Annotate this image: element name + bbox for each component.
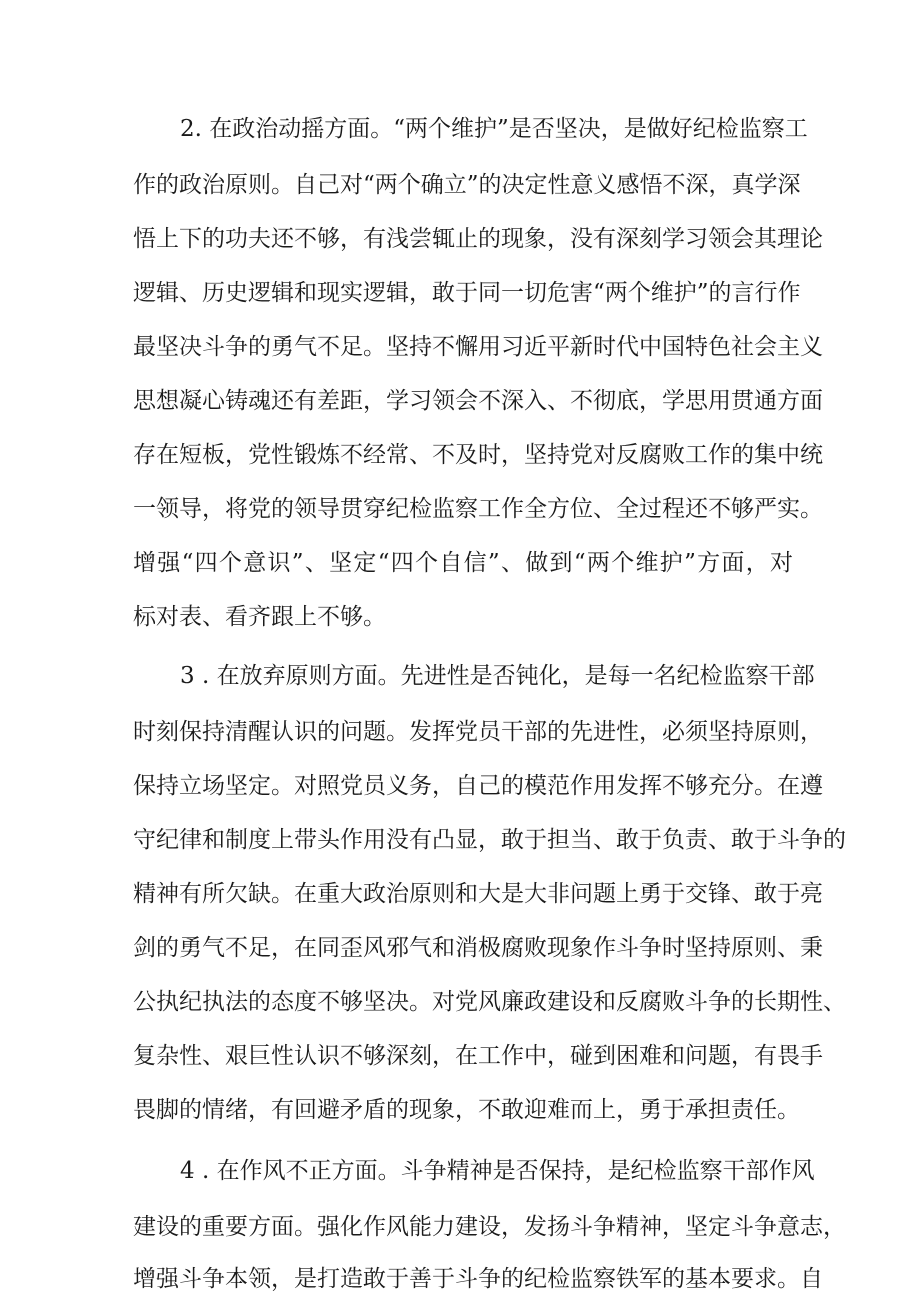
paragraph-3-line: 时刻保持清醒认识的问题。发挥党员干部的先进性，必须坚持原则， xyxy=(133,719,823,745)
paragraph-3-line: 剑的勇气不足，在同歪风邪气和消极腐败现象作斗争时坚持原则、秉 xyxy=(133,935,823,961)
paragraph-3-line: 保持立场坚定。对照党员义务，自己的模范作用发挥不够充分。在遵 xyxy=(133,773,823,799)
paragraph-4-line: 增强斗争本领，是打造敢于善于斗争的纪检监察铁军的基本要求。自 xyxy=(133,1266,823,1292)
paragraph-3-line: 3 . 在放弃原则方面。先进性是否钝化，是每一名纪检监察干部 xyxy=(180,663,815,689)
paragraph-4-line: 4 . 在作风不正方面。斗争精神是否保持，是纪检监察干部作风 xyxy=(180,1158,815,1184)
paragraph-2-line: 悟上下的功夫还不够，有浅尝辄止的现象，没有深刻学习领会其理论 xyxy=(133,226,823,252)
paragraph-4-line: 建设的重要方面。强化作风能力建设，发扬斗争精神，坚定斗争意志， xyxy=(133,1214,846,1240)
paragraph-2-line: 存在短板，党性锻炼不经常、不及时，坚持党对反腐败工作的集中统 xyxy=(133,442,823,468)
paragraph-3-line: 公执纪执法的态度不够坚决。对党风廉政建设和反腐败斗争的长期性、 xyxy=(133,989,846,1015)
paragraph-3-line: 守纪律和制度上带头作用没有凸显，敢于担当、敢于负责、敢于斗争的 xyxy=(133,827,846,853)
paragraph-2-line: 增强“四个意识”、坚定“四个自信”、做到“两个维护”方面，对 xyxy=(133,550,793,576)
paragraph-3-line: 精神有所欠缺。在重大政治原则和大是大非问题上勇于交锋、敢于亮 xyxy=(133,881,823,907)
paragraph-3-line: 复杂性、艰巨性认识不够深刻，在工作中，碰到困难和问题，有畏手 xyxy=(133,1043,823,1069)
paragraph-2-line: 2. 在政治动摇方面。“两个维护”是否坚决，是做好纪检监察工 xyxy=(180,116,808,142)
paragraph-2-line: 标对表、看齐跟上不够。 xyxy=(133,604,386,630)
paragraph-2-line: 最坚决斗争的勇气不足。坚持不懈用习近平新时代中国特色社会主义 xyxy=(133,334,823,360)
paragraph-2-line: 作的政治原则。自己对“两个确立”的决定性意义感悟不深，真学深 xyxy=(133,172,801,198)
paragraph-2-line: 逻辑、历史逻辑和现实逻辑，敢于同一切危害“两个维护”的言行作 xyxy=(133,280,801,306)
paragraph-2-line: 一领导，将党的领导贯穿纪检监察工作全方位、全过程还不够严实。 xyxy=(133,496,823,522)
paragraph-2-line: 思想凝心铸魂还有差距，学习领会不深入、不彻底，学思用贯通方面 xyxy=(133,388,823,414)
paragraph-3-line: 畏脚的情绪，有回避矛盾的现象，不敢迎难而上，勇于承担责任。 xyxy=(133,1097,800,1123)
